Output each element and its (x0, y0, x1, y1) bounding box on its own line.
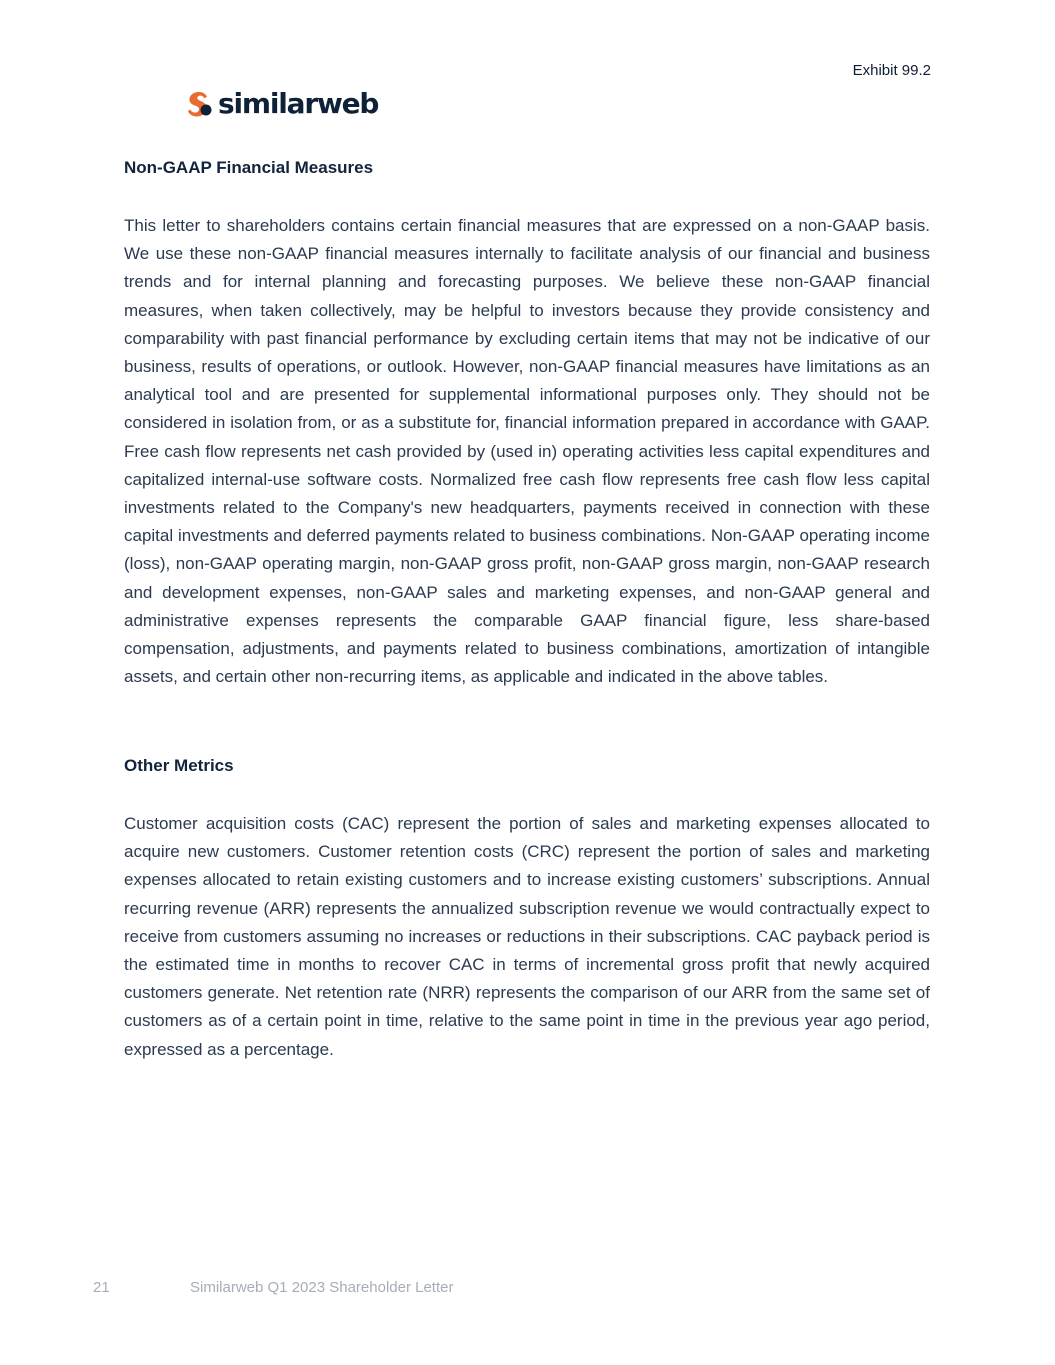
similarweb-logo (186, 86, 378, 122)
section-heading-other-metrics: Other Metrics (124, 756, 234, 775)
exhibit-label: Exhibit 99.2 (852, 62, 931, 79)
section-non-gaap-heading-wrap (124, 157, 930, 179)
section-body-non-gaap: This letter to shareholders contains certain financial measures that are expressed on a non-GAAP basis. We use these non-GAAP financial measures internally to facilitate analysis of our financial and business trends and for internal planning and forecasting purposes. We believe these non-GAAP financial measures, when taken collectively, may be helpful to investors because they provide consistency and comparability with past financial performance by excluding certain items that may not be indicative of our business, results of operations, or outlook. However, non-GAAP financial measures have limitations as an analytical tool and are presented for supplemental informational purposes only. They should not be considered in isolation from, or as a substitute for, financial information prepared in accordance with GAAP. Free cash flow represents net cash provided by (used in) operating activities less capital expenditures and capitalized internal-use software costs. Normalized free cash flow represents free cash flow less capital investments related to the Company's new headquarters, payments received in connection with these capital investments and deferred payments related to business combinations. Non-GAAP operating income (loss), non-GAAP operating margin, non-GAAP gross profit, non-GAAP gross margin, non-GAAP research and development expenses, non-GAAP sales and marketing expenses, and non-GAAP general and administrative expenses represents the comparable GAAP financial figure, less share-based compensation, adjustments, and payments related to business combinations, amortization of intangible assets, and certain other non-recurring items, as applicable and indicated in the above tables. (124, 216, 930, 687)
section-body-other-metrics: Customer acquisition costs (CAC) represent the portion of sales and marketing expenses allocated to acquire new customers. Customer retention costs (CRC) represent the portion of sales and marketing expenses allocated to retain existing customers and to increase existing customers’ subscriptions. Annual recurring revenue (ARR) represents the annualized subscription revenue we would contractually expect to receive from customers assuming no increases or reductions in their subscriptions. CAC payback period is the estimated time in months to recover CAC in terms of incremental gross profit that newly acquired customers generate. Net retention rate (NRR) represents the comparison of our ARR from the same set of customers as of a certain point in time, relative to the same point in time in the previous year ago period, expressed as a percentage. (124, 814, 930, 1059)
logo-wordmark: similarweb (218, 87, 379, 120)
footer-title: Similarweb Q1 2023 Shareholder Letter (190, 1279, 454, 1296)
section-other-metrics-body-wrap (124, 810, 930, 1064)
page-number: 21 (93, 1279, 110, 1296)
section-heading-non-gaap: Non-GAAP Financial Measures (124, 158, 374, 177)
section-non-gaap-body-wrap (124, 212, 930, 691)
section-other-metrics-heading-wrap (124, 755, 930, 777)
similarweb-logo-icon (186, 90, 212, 118)
